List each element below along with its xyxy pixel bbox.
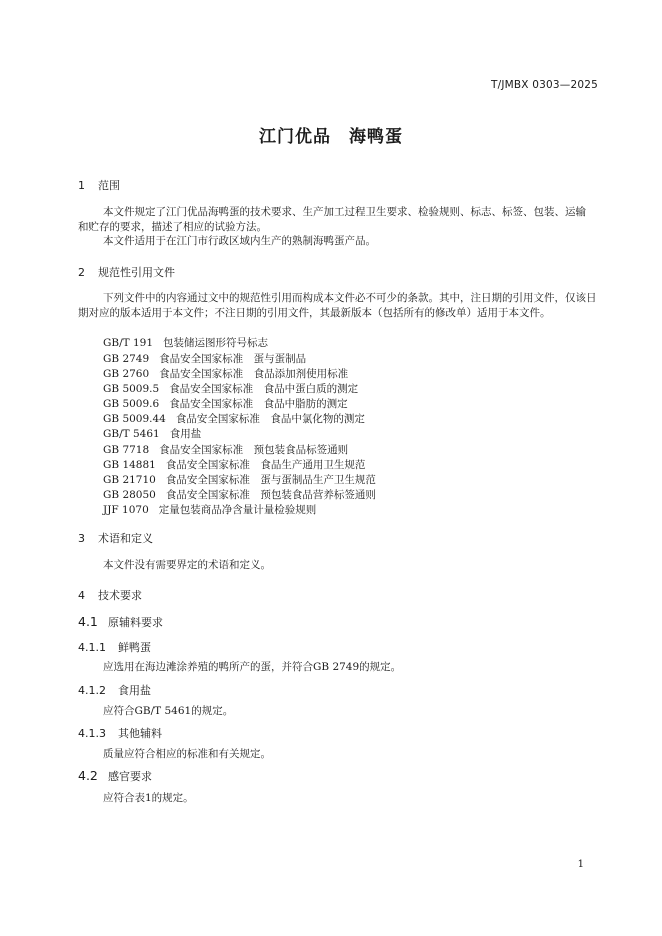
reference-title: 食品安全国家标准 蛋与蛋制品生产卫生规范	[165, 474, 376, 486]
subsection-4-1-3-heading	[78, 725, 162, 741]
document-number: T/JMBX 0303—2025	[491, 79, 598, 91]
section-2-paragraph-1: 下列文件中的内容通过文中的规范性引用而构成本文件必不可少的条款。其中，注日期的引用文件，仅该日期对应的版本适用于本文件；不注日期的引用文件，其最新版本（包括所有的修改单）适用于本文件。	[78, 292, 597, 319]
section-number: 4.1.1	[78, 641, 106, 654]
section-2-heading	[78, 264, 175, 280]
reference-code: GB 28050	[103, 489, 156, 501]
reference-title: 食品安全国家标准 食品中蛋白质的测定	[169, 383, 359, 395]
reference-item	[103, 351, 306, 366]
section-3-paragraph: 本文件没有需要界定的术语和定义。	[103, 559, 271, 571]
reference-item	[103, 396, 348, 411]
section-number: 2	[78, 266, 85, 279]
section-title: 技术要求	[98, 589, 142, 602]
reference-title: 食品安全国家标准 食品中氯化物的测定	[175, 413, 365, 425]
subsection-4-1-2-heading	[78, 682, 151, 698]
reference-code: GB 2760	[103, 368, 150, 380]
reference-code: GB 2749	[103, 353, 150, 365]
reference-item	[103, 381, 358, 396]
section-title: 规范性引用文件	[98, 266, 175, 279]
reference-item	[103, 457, 365, 472]
subsection-4-1-1-heading	[78, 639, 151, 655]
reference-item	[103, 411, 365, 426]
section-title: 其他辅料	[118, 727, 162, 740]
subsection-4-1-heading	[78, 614, 163, 630]
section-title: 原辅料要求	[108, 616, 163, 629]
reference-item	[103, 442, 348, 457]
reference-code: JJF 1070	[103, 504, 149, 516]
reference-title: 食品安全国家标准 预包装食品营养标签通则	[165, 489, 376, 501]
section-title: 范围	[98, 179, 120, 192]
section-title: 术语和定义	[98, 532, 153, 545]
reference-item	[103, 426, 201, 441]
subsection-4-2-text: 应符合表1的规定。	[103, 792, 194, 804]
section-number: 4.1.2	[78, 684, 106, 697]
reference-title: 食品安全国家标准 食品生产通用卫生规范	[165, 459, 366, 471]
section-number: 4.1	[78, 614, 98, 629]
reference-item	[103, 366, 348, 381]
section-number: 3	[78, 532, 85, 545]
section-1-paragraph-2: 本文件适用于在江门市行政区域内生产的熟制海鸭蛋产品。	[103, 235, 376, 247]
reference-code: GB/T 191	[103, 337, 154, 349]
reference-item	[103, 472, 376, 487]
reference-title: 食品安全国家标准 蛋与蛋制品	[159, 353, 307, 365]
reference-code: GB 5009.44	[103, 413, 166, 425]
section-number: 4.1.3	[78, 727, 106, 740]
section-title: 鲜鸭蛋	[118, 641, 151, 654]
reference-code: GB 5009.5	[103, 383, 160, 395]
reference-title: 包装储运图形符号标志	[163, 337, 269, 349]
section-1-paragraph-1: 本文件规定了江门优品海鸭蛋的技术要求、生产加工过程卫生要求、检验规则、标志、标签、包装、运输和贮存的要求，描述了相应的试验方法。	[78, 206, 586, 233]
section-4-heading	[78, 587, 142, 603]
section-title: 感官要求	[108, 770, 152, 783]
reference-code: GB 7718	[103, 444, 150, 456]
reference-title: 食品安全国家标准 食品中脂肪的测定	[169, 398, 348, 410]
subsection-4-2-heading	[78, 768, 152, 784]
section-number: 1	[78, 179, 85, 192]
reference-title: 食用盐	[169, 428, 202, 440]
section-number: 4.2	[78, 768, 98, 783]
subsection-4-1-2-text: 应符合GB/T 5461的规定。	[103, 705, 234, 717]
reference-code: GB 5009.6	[103, 398, 160, 410]
section-1-heading	[78, 177, 120, 193]
reference-item	[103, 487, 376, 502]
subsection-4-1-1-text: 应选用在海边滩涂养殖的鸭所产的蛋，并符合GB 2749的规定。	[103, 661, 402, 673]
section-number: 4	[78, 589, 85, 602]
section-title: 食用盐	[118, 684, 151, 697]
reference-title: 食品安全国家标准 食品添加剂使用标准	[159, 368, 349, 380]
reference-code: GB 21710	[103, 474, 156, 486]
page-number: 1	[577, 859, 584, 870]
reference-item	[103, 335, 268, 350]
reference-code: GB 14881	[103, 459, 156, 471]
subsection-4-1-3-text: 质量应符合相应的标准和有关规定。	[103, 748, 271, 760]
reference-title: 食品安全国家标准 预包装食品标签通则	[159, 444, 349, 456]
reference-item	[103, 502, 316, 517]
reference-title: 定量包装商品净含量计量检验规则	[158, 504, 317, 516]
document-title: 江门优品 海鸭蛋	[259, 127, 403, 147]
section-3-heading	[78, 530, 153, 546]
reference-code: GB/T 5461	[103, 428, 160, 440]
